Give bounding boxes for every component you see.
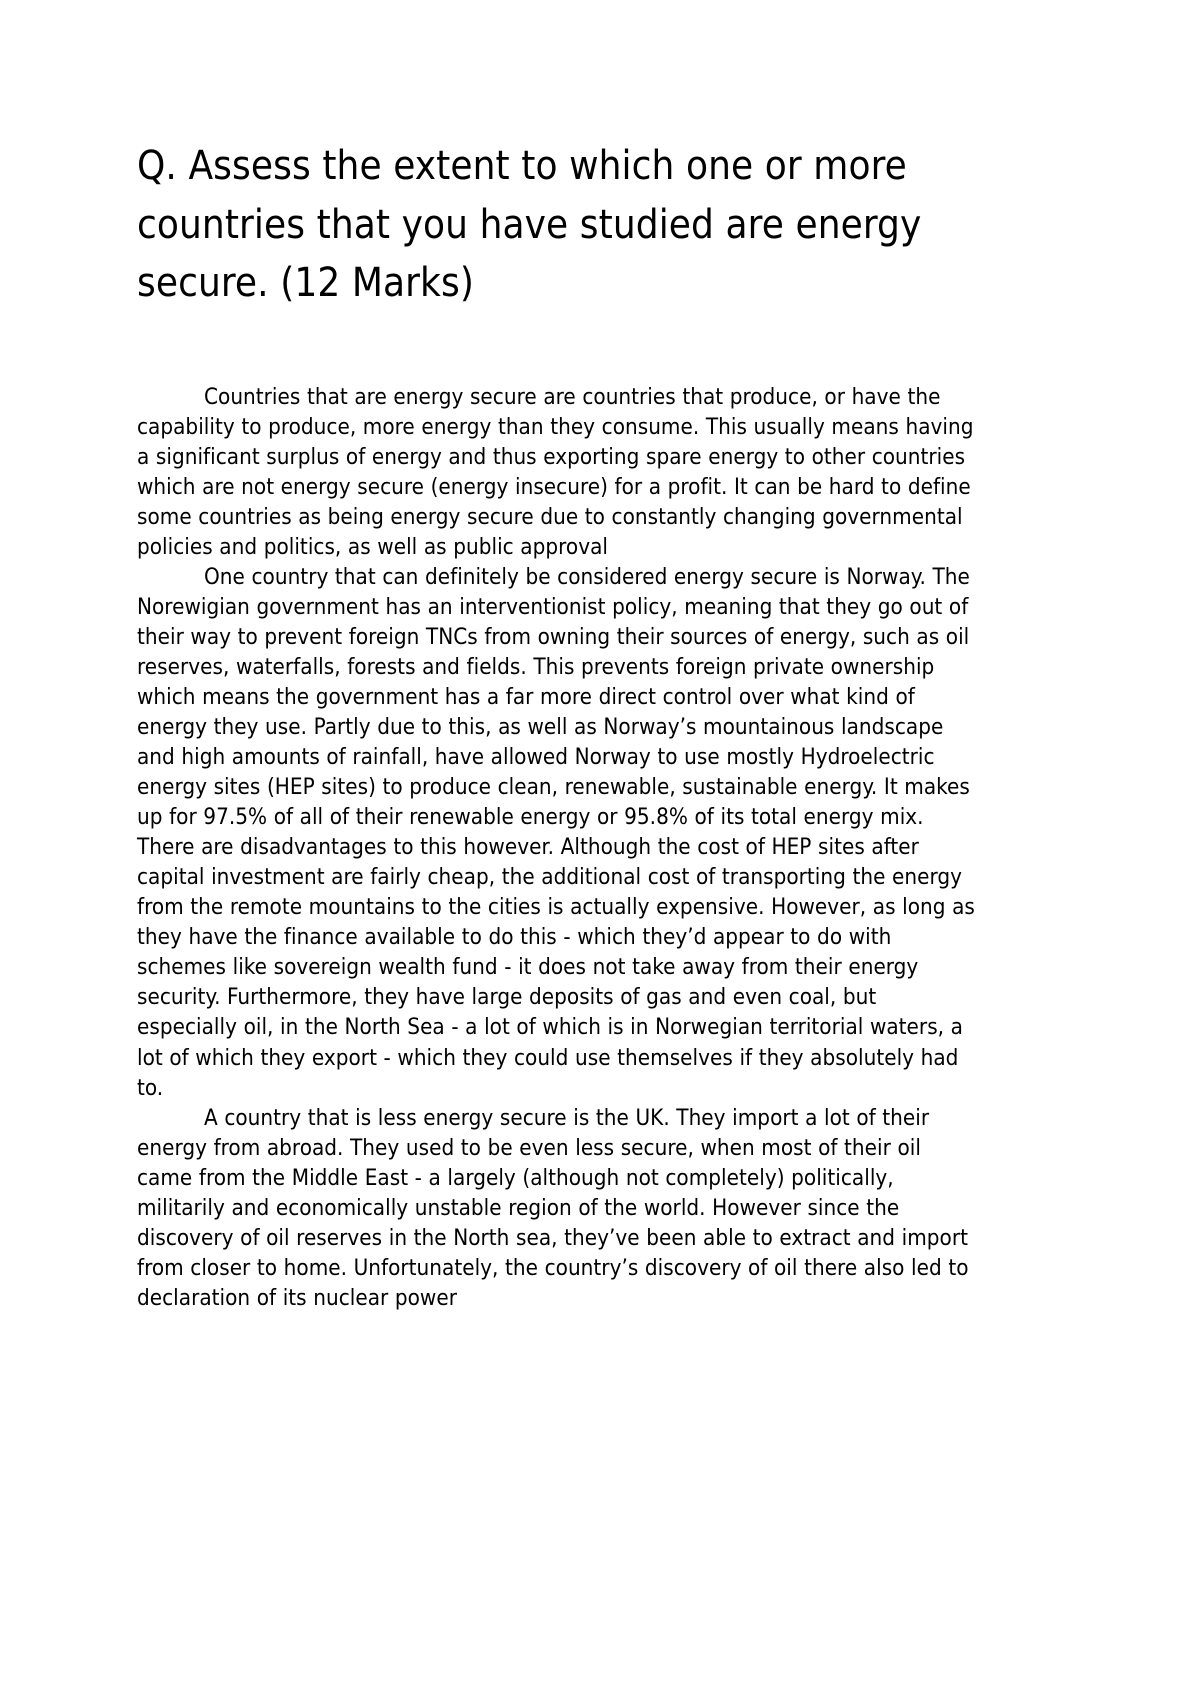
paragraph-2: One country that can definitely be considered energy secure is Norway. The Norewigian government has an interventionist policy, meaning that they go out of their way to prevent foreign TNCs from owning their sources of energy, such as oil reserves, waterfalls, forests and fields. This prevents foreign private ownership which means the government has a far more direct control over what kind of energy they use. Partly due to this, as well as Norway’s mountainous landscape and high amounts of rainfall, have allowed Norway to use mostly Hydroelectric energy sites (HEP sites) to produce clean, renewable, sustainable energy. It makes up for 97.5% of all of their renewable energy or 95.8% of its total energy mix. There are disadvantages to this however. Although the cost of HEP sites after capital investment are fairly cheap, the additional cost of transporting the energy from the remote mountains to the cities is actually expensive. However, as long as they have the finance available to do this - which they’d appear to do with schemes like sovereign wealth fund - it does not take away from their energy security. Furthermore, they have large deposits of gas and even coal, but especially oil, in the North Sea - a lot of which is in Norwegian territorial waters, a lot of which they export - which they could use themselves if they absolutely had to.	[137, 563, 975, 1101]
page-title: Q. Assess the extent to which one or more countries that you have studied are energy secure. (12 Marks)	[137, 143, 922, 306]
paragraph-1: Countries that are energy secure are countries that produce, or have the capability to produce, more energy than they consume. This usually means having a significant surplus of energy and thus exporting spare energy to other countries which are not energy secure (energy insecure) for a profit. It can be hard to define some countries as being energy secure due to constantly changing governmental policies and politics, as well as public approval	[137, 383, 974, 560]
top-margin-spacer	[137, 0, 977, 137]
title-body-gap	[137, 313, 977, 382]
paragraph-3: A country that is less energy secure is the UK. They import a lot of their energy from abroad. They used to be even less secure, when most of their oil came from the Middle East - a largely (although not completely) politically, militarily and economically unstable region of the world. However since the discovery of oil reserves in the North sea, they’ve been able to extract and import from closer to home. Unfortunately, the country’s discovery of oil there also led to declaration of its nuclear power	[137, 1104, 969, 1311]
document-body	[137, 0, 977, 1313]
